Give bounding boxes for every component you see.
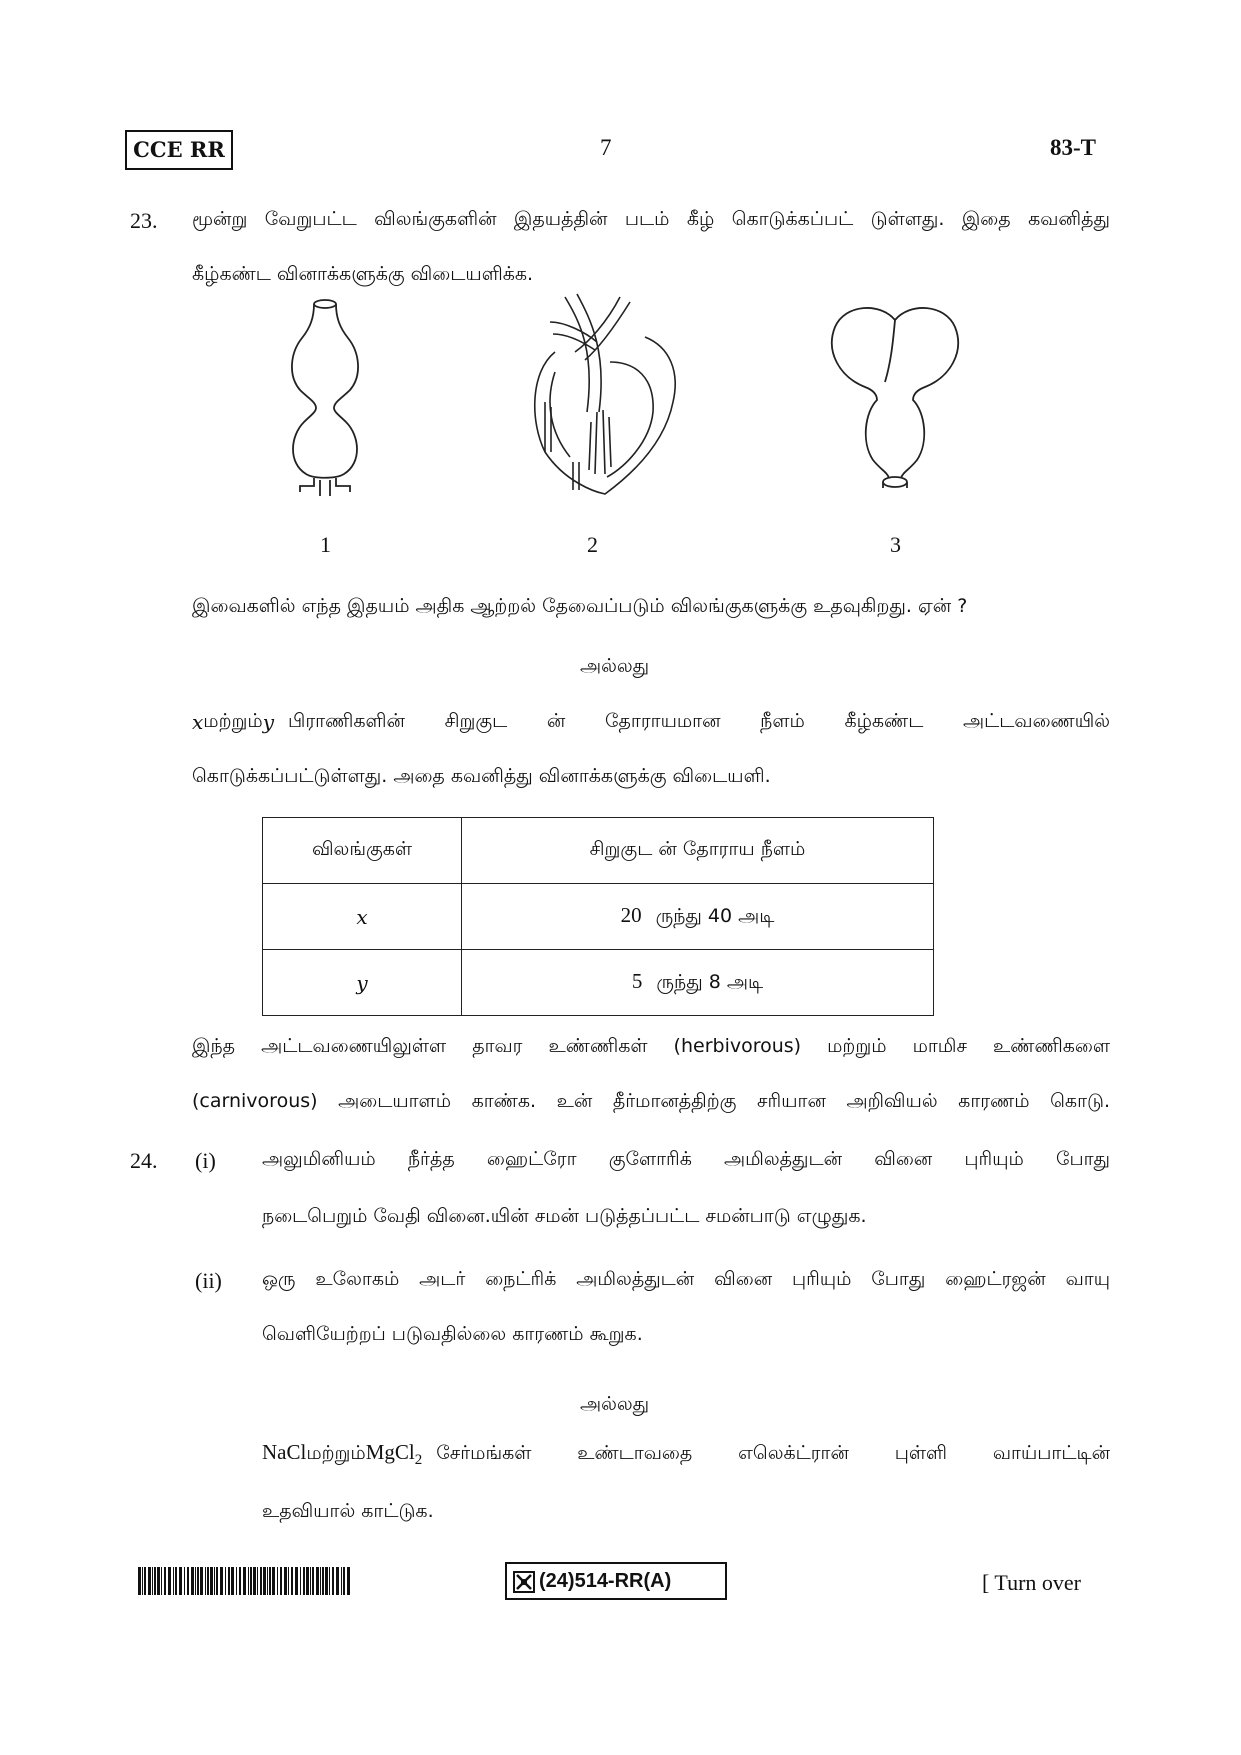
heart-figure-3 [825, 302, 965, 498]
formula-mgcl2: MgCl$_2$ [365, 1440, 423, 1469]
figure-label-1: 1 [320, 532, 331, 557]
variable-x: x [192, 710, 204, 734]
header-box: CCE RR [125, 130, 233, 170]
q23-line2: கீழ்கண்ட வினாக்களுக்கு விடையளிக்க. [192, 263, 534, 285]
table-header-animals: விலங்குகள் [263, 818, 462, 884]
q24-alt-rest: சேர்மங்கள் உண்டாவதை எலெக்ட்ரான் புள்ளி வாய்பாட்டின் [436, 1442, 1110, 1464]
page-number: 7 [600, 135, 612, 160]
footer-code: (24)514-RR(A) [539, 1570, 672, 1592]
q24-ii-line2: வெளியேற்றப் படுவதில்லை காரணம் கூறுக. [262, 1323, 643, 1345]
q24-alt-and: மற்றும் [306, 1442, 366, 1464]
q23-line1: மூன்று வேறுபட்ட விலங்குகளின் இதயத்தின் படம் கீழ் கொடுக்கப்பட் டுள்ளது. இதை கவனித்து [192, 208, 1110, 230]
figure-label-3: 3 [890, 532, 901, 557]
paper-code-box [505, 1562, 727, 1600]
paper-code: 83-T [1050, 135, 1096, 160]
figure-label-2: 2 [587, 532, 598, 557]
q24-part-ii-label: (ii) [195, 1268, 222, 1293]
q23-after-line2: (carnivorous) அடையாளம் காண்க. உன் தீர்மானத்திற்கு சரியான அறிவியல் காரணம் கொடு. [192, 1090, 1110, 1112]
table-row [263, 884, 934, 950]
heart-figure-1 [270, 298, 380, 498]
q24-alt-line1 [262, 1440, 1110, 1469]
q23-after-line1: இந்த அட்டவணையிலுள்ள தாவர உண்ணிகள் (herbivorous) மற்றும் மாமிச உண்ணிகளை [192, 1035, 1110, 1057]
table-cell-animal: x [263, 884, 462, 950]
question-number-23: 23. [130, 208, 158, 233]
q23-or: அல்லது [580, 655, 650, 677]
q24-i-line1: அலுமினியம் நீர்த்த ஹைட்ரோ குளோரிக் அமிலத்துடன் வினை புரியும் போது [262, 1148, 1110, 1170]
barcode [138, 1567, 350, 1595]
q23-alt-line2: கொடுக்கப்பட்டுள்ளது. அதை கவனித்து வினாக்களுக்கு விடையளி. [192, 765, 771, 787]
formula-nacl: NaCl [262, 1440, 307, 1464]
table-cell-length: 20 ருந்து 40 அடி [462, 884, 934, 950]
q24-or: அல்லது [580, 1393, 650, 1415]
table-cell-animal: y [263, 950, 462, 1016]
table-row [263, 950, 934, 1016]
q24-part-i-label: (i) [195, 1148, 216, 1173]
heart-figure-2 [525, 292, 685, 498]
q23-alt-line1 [192, 710, 1110, 735]
question-number-24: 24. [130, 1148, 158, 1173]
table-header-row [263, 818, 934, 884]
variable-y: y [262, 710, 274, 734]
q23-alt-and: மற்றும் [203, 710, 263, 732]
table-header-length: சிறுகுட ன் தோராய நீளம் [462, 818, 934, 884]
intestine-length-table [262, 817, 934, 1016]
table-cell-length: 5 ருந்து 8 அடி [462, 950, 934, 1016]
q23-alt-rest: பிராணிகளின் சிறுகுட ன் தோராயமான நீளம் கீழ்கண்ட அட்டவணையில் [288, 710, 1110, 732]
q24-alt-line2: உதவியால் காட்டுக. [262, 1500, 434, 1522]
q24-i-line2: நடைபெறும் வேதி வினை.யின் சமன் படுத்தப்பட்ட சமன்பாடு எழுதுக. [262, 1205, 867, 1227]
turn-over: [ Turn over [982, 1570, 1082, 1595]
q24-ii-line1: ஒரு உலோகம் அடர் நைட்ரிக் அமிலத்துடன் வினை புரியும் போது ஹைட்ரஜன் வாயு [262, 1268, 1110, 1290]
q23-question: இவைகளில் எந்த இதயம் அதிக ஆற்றல் தேவைப்படும் விலங்குகளுக்கு உதவுகிறது. ஏன் ? [192, 595, 968, 617]
qr-mark-icon [513, 1571, 535, 1593]
